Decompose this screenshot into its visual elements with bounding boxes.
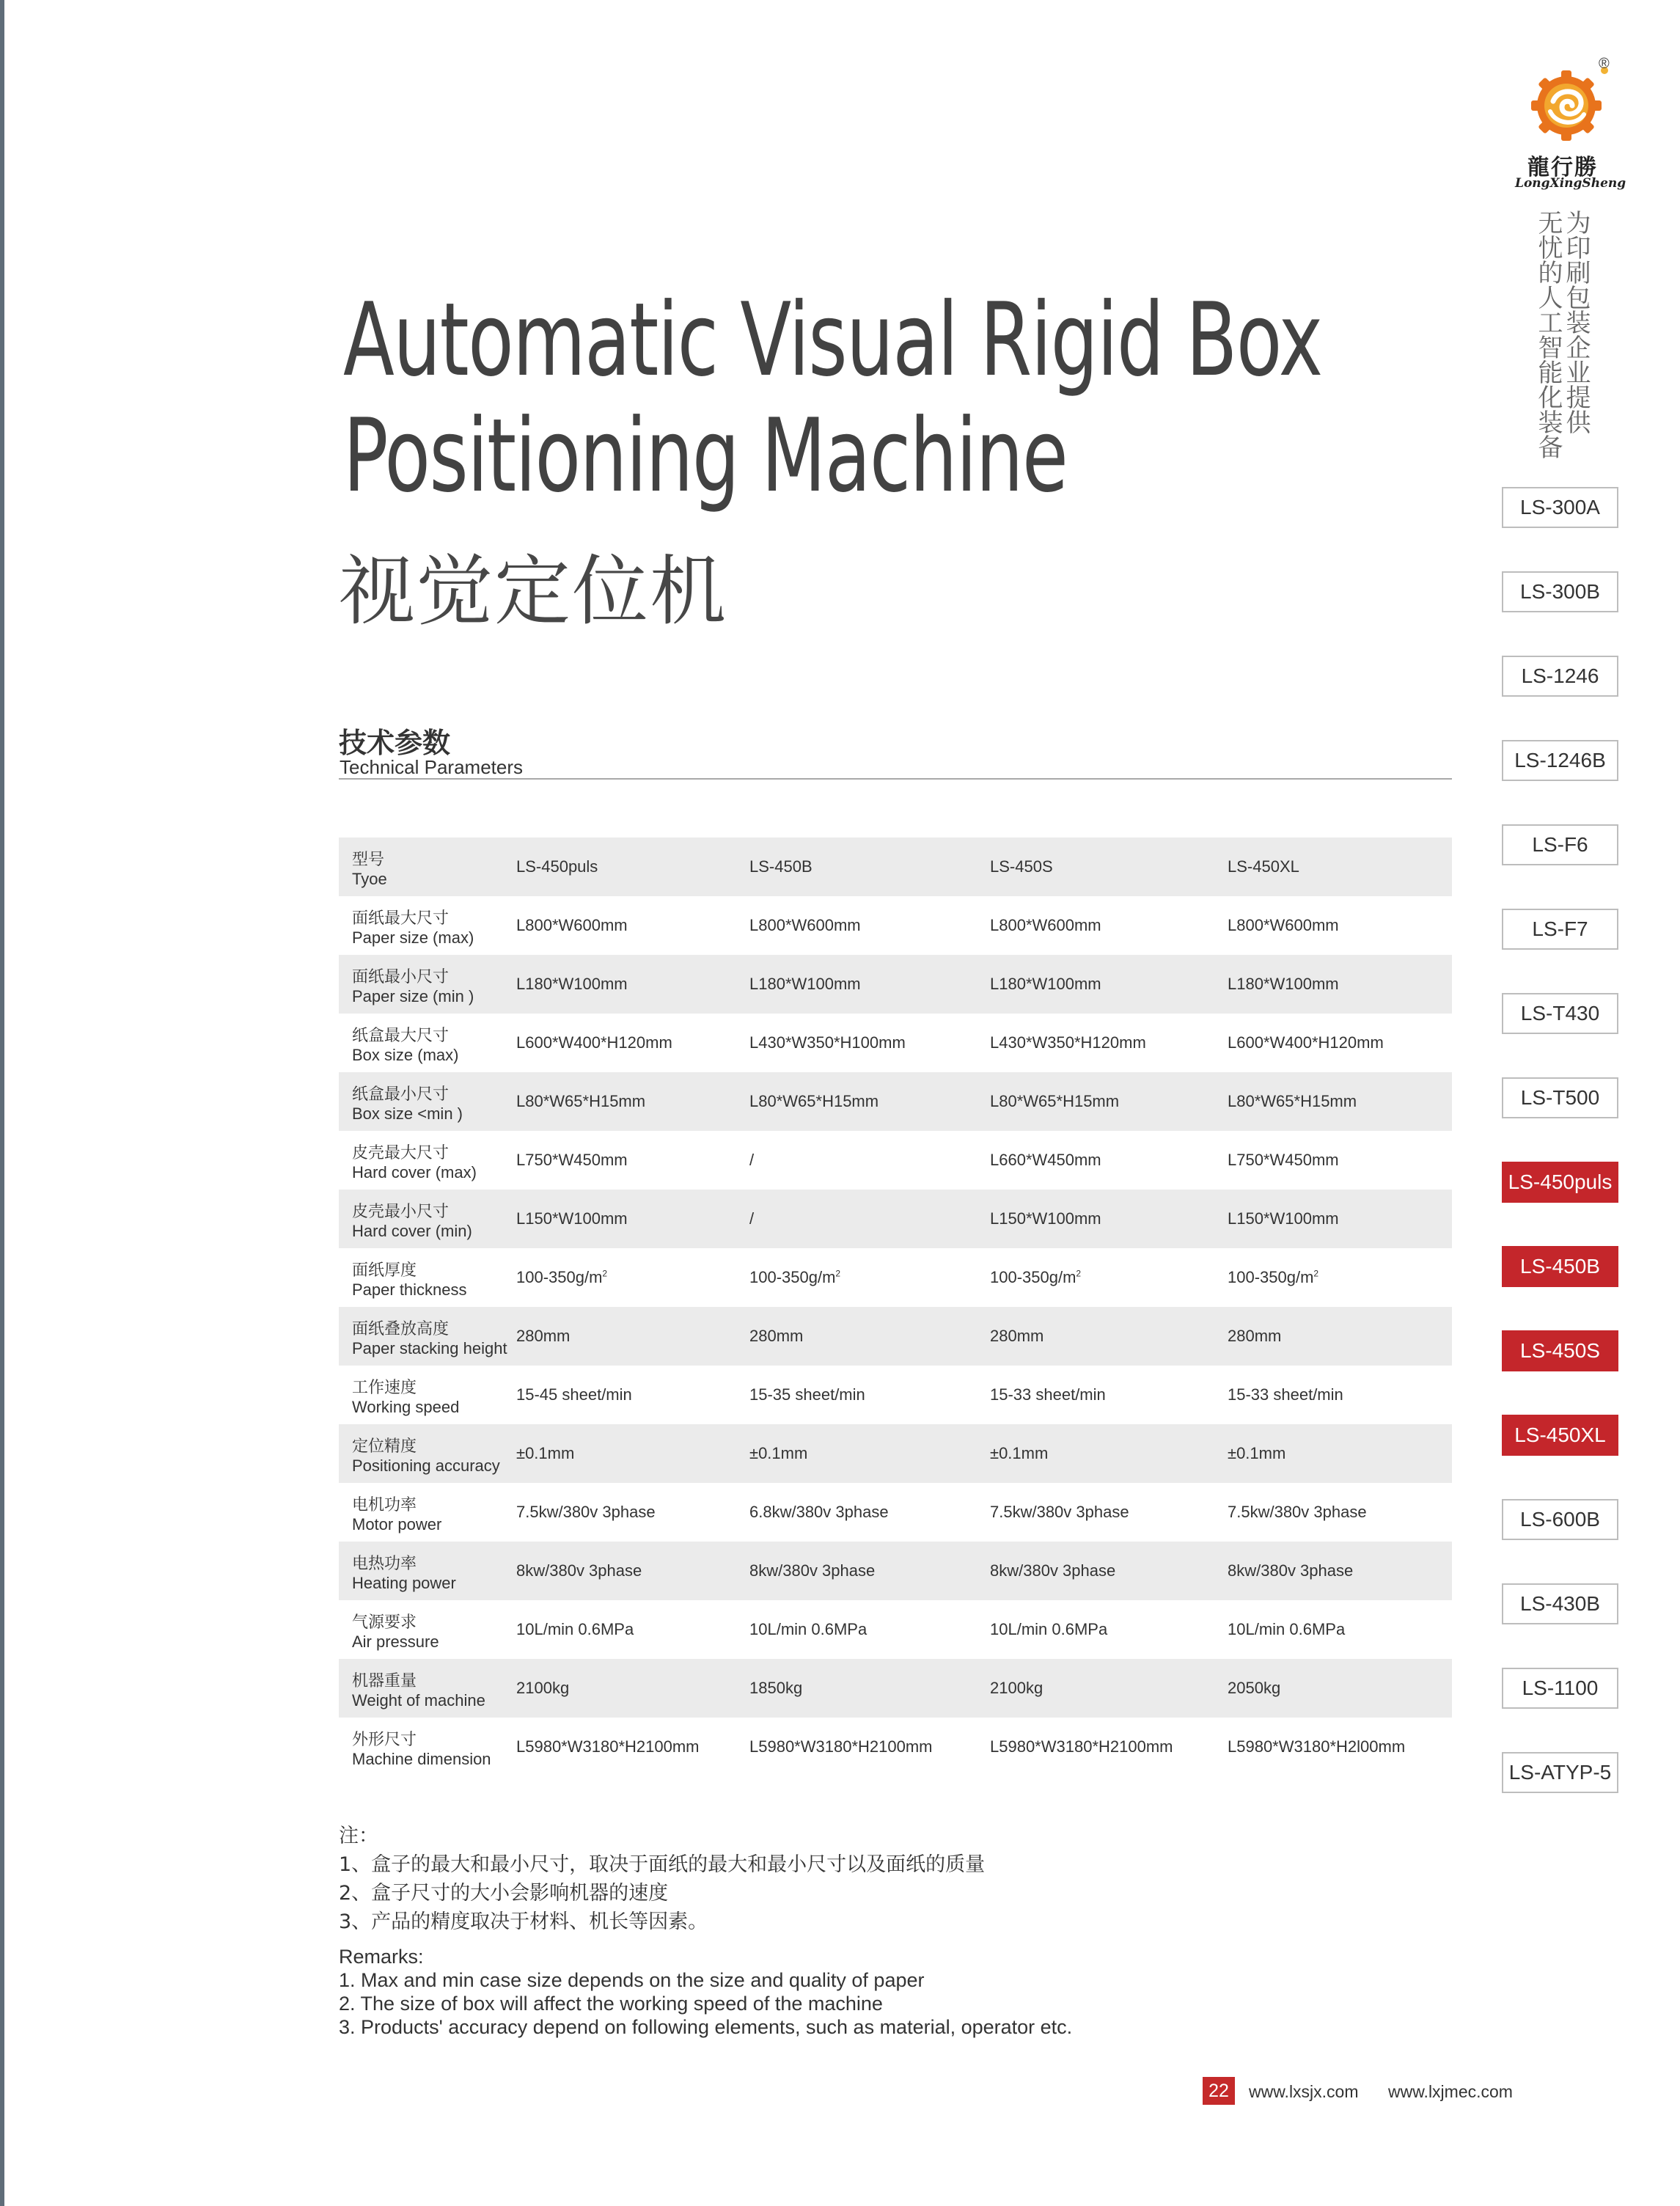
spec-value-cell (749, 955, 990, 1014)
unit-superscript: 2 (835, 1268, 841, 1279)
spec-label-cn: 面纸最大尺寸 (352, 909, 450, 928)
spec-row (339, 1014, 1452, 1072)
model-tab[interactable]: LS-450XL (1502, 1415, 1618, 1456)
unit-superscript: 2 (1076, 1268, 1082, 1279)
spec-value-cell (1228, 1718, 1452, 1776)
spec-value-cell (1228, 1307, 1452, 1366)
spec-value: 15-33 sheet/min (1228, 1385, 1343, 1404)
spec-value-cell (1228, 1366, 1452, 1424)
spec-label-cell (339, 1424, 516, 1483)
spec-value: L150*W100mm (516, 1209, 628, 1228)
spec-label-cell (339, 1718, 516, 1776)
spec-value-cell (990, 1131, 1228, 1190)
spec-label-cell (339, 1542, 516, 1600)
spec-value: 8kw/380v 3phase (1228, 1561, 1354, 1580)
spec-label-en: Motor power (352, 1515, 442, 1533)
spec-value-cell (990, 1542, 1228, 1600)
model-tab[interactable]: LS-300B (1502, 571, 1618, 612)
spec-value-cell (990, 1014, 1228, 1072)
spec-value: 2100kg (990, 1679, 1043, 1697)
spec-value: ±0.1mm (1228, 1444, 1286, 1462)
spec-value-cell (516, 1659, 749, 1718)
spec-label-en: Weight of machine (352, 1691, 485, 1710)
spec-value: L800*W600mm (749, 916, 861, 934)
spec-label-cn: 电热功率 (352, 1555, 417, 1573)
spec-value: 1850kg (749, 1679, 803, 1697)
spec-value: L5980*W3180*H2l00mm (1228, 1737, 1406, 1756)
spec-row (339, 1072, 1452, 1131)
model-tab[interactable]: LS-1246 (1502, 656, 1618, 697)
spec-value: 100-350g/m (516, 1268, 603, 1286)
spec-value: 10L/min 0.6MPa (516, 1620, 634, 1638)
spec-value: L180*W100mm (1228, 975, 1339, 993)
spec-value: LS-450S (990, 857, 1053, 876)
spec-label-cn: 外形尺寸 (352, 1731, 417, 1749)
spec-value: 15-45 sheet/min (516, 1385, 632, 1404)
notes-cn-item: 2、盒子尺寸的大小会影响机器的速度 (339, 1882, 669, 1905)
spec-label-en: Paper stacking height (352, 1339, 507, 1357)
spec-value-cell (990, 1248, 1228, 1307)
section-heading-cn: 技术参数 (339, 727, 451, 759)
spec-label-cn: 皮壳最小尺寸 (352, 1203, 450, 1221)
spec-label-cell (339, 896, 516, 955)
spec-value: L600*W400*H120mm (1228, 1033, 1384, 1052)
spec-value: L80*W65*H15mm (749, 1092, 879, 1110)
model-tab[interactable]: LS-1246B (1502, 740, 1618, 781)
spec-table (339, 838, 1452, 1776)
spec-value-cell (516, 1718, 749, 1776)
spec-value: 15-33 sheet/min (990, 1385, 1106, 1404)
spec-value-cell (516, 1483, 749, 1542)
spec-value-cell (749, 1014, 990, 1072)
model-tab[interactable]: LS-600B (1502, 1499, 1618, 1540)
page-title-en (343, 282, 1322, 514)
spec-label-en: Hard cover (min) (352, 1222, 472, 1240)
page-edge-line (0, 0, 4, 2206)
brand-logo-icon (1525, 59, 1613, 161)
spec-value-cell (1228, 1248, 1452, 1307)
spec-value: 15-35 sheet/min (749, 1385, 865, 1404)
spec-value-cell (516, 1072, 749, 1131)
spec-value-cell (1228, 1424, 1452, 1483)
page-title-cn: 视觉定位机 (339, 546, 728, 636)
spec-label-cn: 定位精度 (352, 1437, 417, 1456)
spec-value-cell (516, 1014, 749, 1072)
model-tab[interactable]: LS-ATYP-5 (1502, 1752, 1618, 1793)
section-heading-en: Technical Parameters (340, 756, 523, 778)
spec-value: 10L/min 0.6MPa (749, 1620, 867, 1638)
spec-value-cell (990, 1307, 1228, 1366)
spec-row (339, 1718, 1452, 1776)
model-tab[interactable]: LS-T430 (1502, 993, 1618, 1034)
spec-value: L750*W450mm (516, 1151, 628, 1169)
spec-value: L600*W400*H120mm (516, 1033, 672, 1052)
spec-value-cell (516, 1542, 749, 1600)
spec-table-body (339, 838, 1452, 1776)
spec-value: 8kw/380v 3phase (749, 1561, 876, 1580)
spec-value: 8kw/380v 3phase (990, 1561, 1116, 1580)
spec-row (339, 1424, 1452, 1483)
spec-value: L80*W65*H15mm (1228, 1092, 1357, 1110)
spec-value-cell (1228, 1600, 1452, 1659)
spec-value-cell (990, 955, 1228, 1014)
spec-value-cell (516, 1366, 749, 1424)
page-number: 22 (1203, 2077, 1235, 2105)
model-tab[interactable]: LS-450B (1502, 1246, 1618, 1287)
spec-value-cell (1228, 1014, 1452, 1072)
spec-value: ±0.1mm (516, 1444, 575, 1462)
spec-label-cn: 电机功率 (352, 1496, 417, 1514)
spec-label-cn: 面纸叠放高度 (352, 1320, 450, 1338)
spec-value-cell (1228, 1659, 1452, 1718)
spec-row (339, 896, 1452, 955)
spec-value-cell (990, 1659, 1228, 1718)
spec-label-cn: 机器重量 (352, 1672, 417, 1690)
spec-value-cell (749, 1483, 990, 1542)
spec-label-en: Machine dimension (352, 1750, 491, 1768)
spec-label-cell (339, 1600, 516, 1659)
spec-row (339, 1131, 1452, 1190)
spec-value: 6.8kw/380v 3phase (749, 1503, 889, 1521)
spec-value: LS-450B (749, 857, 813, 876)
spec-label-en: Paper size (min ) (352, 987, 474, 1005)
notes-cn-heading: 注： (339, 1825, 378, 1847)
title-line-2: Positioning Machine (343, 397, 1068, 515)
spec-value-cell (1228, 1190, 1452, 1248)
spec-label-cell (339, 955, 516, 1014)
spec-label-en: Heating power (352, 1574, 456, 1592)
remarks-en (339, 1945, 1072, 2039)
spec-value-cell (516, 896, 749, 955)
spec-label-en: Paper thickness (352, 1280, 467, 1299)
spec-label-cn: 气源要求 (352, 1613, 417, 1632)
spec-value: L5980*W3180*H2100mm (516, 1737, 700, 1756)
remarks-item: 2. The size of box will affect the working speed of the machine (339, 1993, 883, 2015)
spec-value-cell (990, 1483, 1228, 1542)
spec-label-en: Tyoe (352, 870, 387, 888)
spec-value-cell (990, 1718, 1228, 1776)
spec-label-cell (339, 1248, 516, 1307)
spec-value: L5980*W3180*H2100mm (990, 1737, 1173, 1756)
spec-label-cell (339, 1366, 516, 1424)
spec-value-cell (990, 1366, 1228, 1424)
spec-value: 8kw/380v 3phase (516, 1561, 642, 1580)
spec-value: L150*W100mm (1228, 1209, 1339, 1228)
spec-value: ±0.1mm (990, 1444, 1049, 1462)
spec-label-cn: 皮壳最大尺寸 (352, 1144, 450, 1162)
spec-value-cell (516, 1248, 749, 1307)
spec-value-cell (1228, 896, 1452, 955)
spec-value-cell (749, 1659, 990, 1718)
section-divider (339, 778, 1452, 780)
spec-value: L180*W100mm (990, 975, 1101, 993)
spec-label-cell (339, 1072, 516, 1131)
spec-value: 280mm (1228, 1327, 1282, 1345)
spec-value-cell (516, 1424, 749, 1483)
spec-value-cell (749, 1366, 990, 1424)
spec-value: L180*W100mm (516, 975, 628, 993)
spec-value-cell (749, 1424, 990, 1483)
model-tab[interactable]: LS-430B (1502, 1583, 1618, 1624)
spec-label-cell (339, 1190, 516, 1248)
slogan-column-1: 为印刷包装企业提供 (1561, 210, 1591, 434)
website-link-2[interactable]: www.lxjmec.com (1388, 2082, 1513, 2101)
spec-value-cell (749, 1307, 990, 1366)
spec-value-cell (516, 838, 749, 896)
spec-row (339, 1190, 1452, 1248)
spec-label-en: Working speed (352, 1398, 460, 1416)
spec-value: L5980*W3180*H2100mm (749, 1737, 933, 1756)
spec-value: L430*W350*H120mm (990, 1033, 1146, 1052)
spec-value: 100-350g/m (990, 1268, 1076, 1286)
spec-label-en: Air pressure (352, 1632, 439, 1651)
spec-label-en: Positioning accuracy (352, 1456, 500, 1475)
spec-label-en: Box size (max) (352, 1046, 459, 1064)
unit-superscript: 2 (1313, 1268, 1319, 1279)
spec-value-cell (1228, 955, 1452, 1014)
model-tab[interactable]: LS-300A (1502, 487, 1618, 528)
spec-value: 280mm (990, 1327, 1044, 1345)
spec-label-cn: 面纸厚度 (352, 1261, 417, 1280)
spec-value: L660*W450mm (990, 1151, 1101, 1169)
spec-value: LS-450puls (516, 857, 598, 876)
spec-label-cn: 型号 (352, 851, 385, 869)
spec-row (339, 1248, 1452, 1307)
spec-value: L800*W600mm (516, 916, 628, 934)
spec-value-cell (990, 896, 1228, 955)
spec-value: L750*W450mm (1228, 1151, 1339, 1169)
spec-value: 10L/min 0.6MPa (990, 1620, 1108, 1638)
spec-value: LS-450XL (1228, 857, 1299, 876)
spec-label-en: Paper size (max) (352, 928, 474, 947)
spec-label-cell (339, 1307, 516, 1366)
spec-value-cell (749, 1190, 990, 1248)
spec-value: L180*W100mm (749, 975, 861, 993)
spec-value: L800*W600mm (1228, 916, 1339, 934)
spec-label-cell (339, 838, 516, 896)
spec-value-cell (749, 1131, 990, 1190)
model-tab[interactable]: LS-450puls (1502, 1162, 1618, 1203)
spec-value: L80*W65*H15mm (516, 1092, 646, 1110)
spec-value-cell (990, 838, 1228, 896)
spec-value-cell (516, 1307, 749, 1366)
spec-value: ±0.1mm (749, 1444, 808, 1462)
brand-name-cn: 龍行勝 (1527, 155, 1598, 180)
spec-row (339, 838, 1452, 896)
spec-row (339, 1483, 1452, 1542)
spec-row (339, 1307, 1452, 1366)
remarks-heading: Remarks: (339, 1946, 424, 1968)
spec-value: 7.5kw/380v 3phase (990, 1503, 1129, 1521)
spec-value-cell (1228, 1131, 1452, 1190)
spec-label-cell (339, 1483, 516, 1542)
spec-label-cell (339, 1659, 516, 1718)
model-tab[interactable]: LS-450S (1502, 1330, 1618, 1371)
spec-value-cell (749, 1542, 990, 1600)
spec-value-cell (516, 955, 749, 1014)
spec-value: 7.5kw/380v 3phase (516, 1503, 656, 1521)
spec-value: / (749, 1151, 755, 1169)
slogan-column-2: 无忧的人工智能化装备 (1533, 210, 1563, 459)
spec-value-cell (990, 1600, 1228, 1659)
spec-row (339, 1366, 1452, 1424)
notes-cn-item: 3、产品的精度取决于材料、机长等因素。 (339, 1910, 708, 1933)
title-line-1: Automatic Visual Rigid Box (343, 281, 1322, 399)
model-tab[interactable]: LS-F6 (1502, 824, 1618, 865)
model-tab[interactable]: LS-1100 (1502, 1668, 1618, 1709)
spec-value-cell (990, 1072, 1228, 1131)
spec-label-cell (339, 1014, 516, 1072)
spec-label-en: Box size <min ) (352, 1104, 463, 1123)
spec-value: 100-350g/m (749, 1268, 836, 1286)
brand-name-en: LongXingSheng (1515, 176, 1626, 191)
spec-value: 2050kg (1228, 1679, 1281, 1697)
spec-label-cn: 纸盒最小尺寸 (352, 1085, 450, 1104)
registered-mark: ® (1599, 56, 1610, 72)
remarks-item: 3. Products' accuracy depend on following elements, such as material, operator etc. (339, 2016, 1073, 2038)
spec-label-cn: 纸盒最大尺寸 (352, 1027, 450, 1045)
spec-value: L150*W100mm (990, 1209, 1101, 1228)
notes-cn-item: 1、盒子的最大和最小尺寸，取决于面纸的最大和最小尺寸以及面纸的质量 (339, 1853, 986, 1876)
spec-value-cell (1228, 1542, 1452, 1600)
spec-row (339, 1659, 1452, 1718)
spec-value: L800*W600mm (990, 916, 1101, 934)
spec-value-cell (516, 1190, 749, 1248)
spec-value-cell (749, 1072, 990, 1131)
spec-label-en: Hard cover (max) (352, 1163, 477, 1181)
spec-value-cell (1228, 1483, 1452, 1542)
spec-label-cn: 工作速度 (352, 1379, 417, 1397)
notes-cn (339, 1822, 985, 1936)
spec-row (339, 1600, 1452, 1659)
remarks-item: 1. Max and min case size depends on the size and quality of paper (339, 1969, 925, 1991)
spec-value-cell (990, 1424, 1228, 1483)
spec-value-cell (516, 1131, 749, 1190)
spec-value-cell (749, 1600, 990, 1659)
spec-label-cell (339, 1131, 516, 1190)
spec-value: 280mm (749, 1327, 804, 1345)
spec-value-cell (749, 1248, 990, 1307)
model-tab[interactable]: LS-T500 (1502, 1077, 1618, 1118)
spec-value-cell (1228, 838, 1452, 896)
spec-value-cell (990, 1190, 1228, 1248)
spec-value-cell (749, 896, 990, 955)
model-tab[interactable]: LS-F7 (1502, 909, 1618, 950)
spec-value-cell (516, 1600, 749, 1659)
spec-value: 100-350g/m (1228, 1268, 1314, 1286)
spec-value: 2100kg (516, 1679, 570, 1697)
spec-value-cell (749, 1718, 990, 1776)
spec-value-cell (749, 838, 990, 896)
spec-row (339, 955, 1452, 1014)
spec-value: L80*W65*H15mm (990, 1092, 1120, 1110)
spec-value: / (749, 1209, 755, 1228)
unit-superscript: 2 (602, 1268, 608, 1279)
spec-label-cn: 面纸最小尺寸 (352, 968, 450, 986)
spec-value: L430*W350*H100mm (749, 1033, 906, 1052)
spec-value: 280mm (516, 1327, 571, 1345)
spec-value: 10L/min 0.6MPa (1228, 1620, 1346, 1638)
website-link-1[interactable]: www.lxsjx.com (1249, 2082, 1359, 2101)
spec-value-cell (1228, 1072, 1452, 1131)
spec-value: 7.5kw/380v 3phase (1228, 1503, 1367, 1521)
spec-row (339, 1542, 1452, 1600)
